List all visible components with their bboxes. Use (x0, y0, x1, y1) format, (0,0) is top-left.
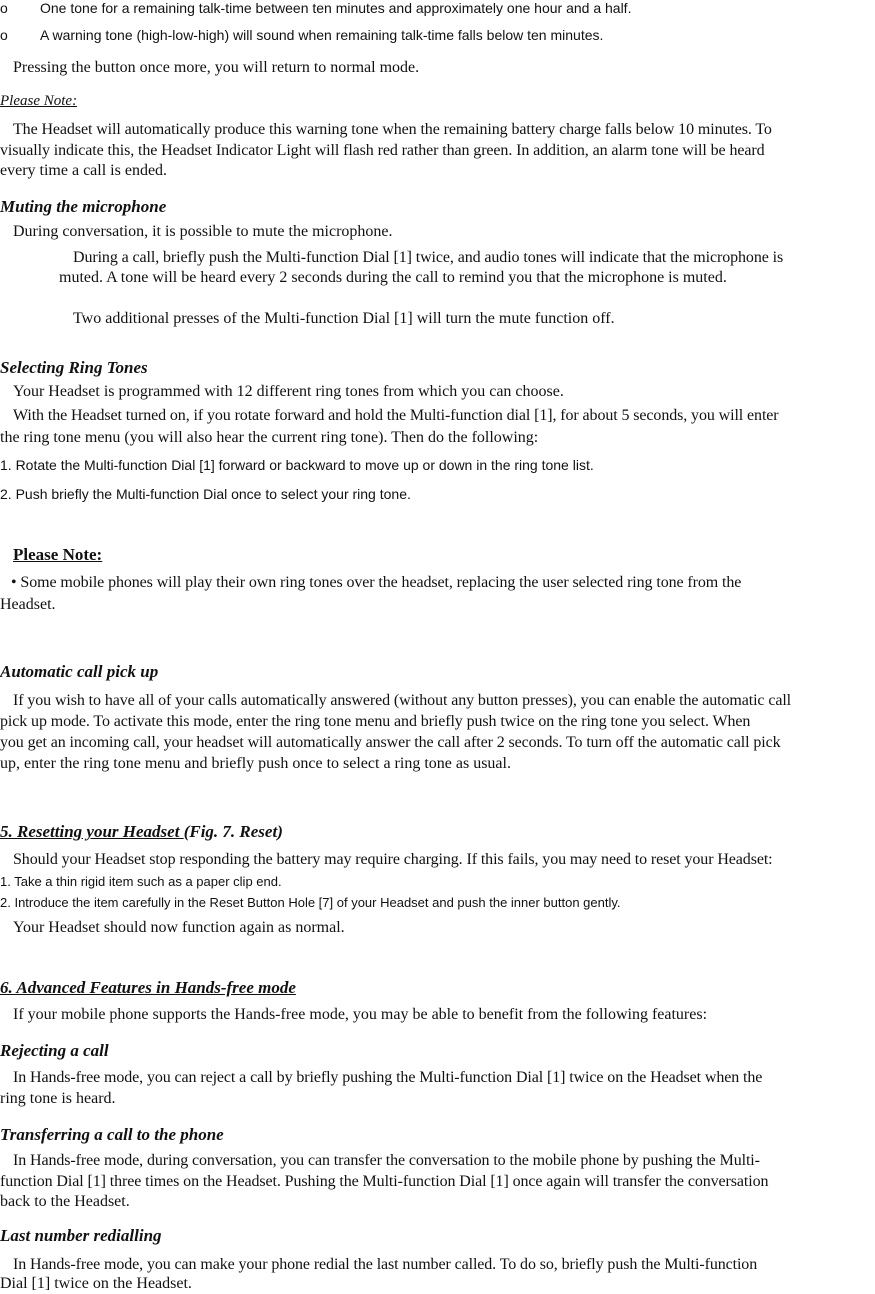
reset-step: 1. Take a thin rigid item such as a paper clip end. (0, 874, 282, 889)
muting-step-line: muted. A tone will be heard every 2 seconds during the call to remind you that the microphone is muted. (59, 269, 727, 286)
ring-note-line: • Some mobile phones will play their own ring tones over the headset, replacing the user selected ring tone from the (11, 574, 742, 591)
muting-intro: During conversation, it is possible to mute the microphone. (13, 223, 393, 240)
ring-step: 2. Push briefly the Multi-function Dial once to select your ring tone. (0, 486, 411, 502)
reset-outro: Your Headset should now function again as normal. (13, 919, 345, 936)
section-heading-reset (0, 821, 875, 842)
reset-intro: Should your Headset stop responding the battery may require charging. If this fails, you may need to reset your Headset: (13, 851, 773, 868)
transfer-line: function Dial [1] three times on the Headset. Pushing the Multi-function Dial [1] once again will transfer the conversation (0, 1173, 769, 1190)
ring-intro: Your Headset is programmed with 12 different ring tones from which you can choose. (13, 383, 564, 400)
subheading-reject: Rejecting a call (0, 1041, 109, 1060)
paragraph-return-normal: Pressing the button once more, you will return to normal mode. (13, 59, 420, 76)
please-note-heading: Please Note: (13, 545, 103, 564)
bullet-item (0, 0, 875, 18)
bullet-item (0, 27, 875, 45)
reset-heading-figure-ref: (Fig. 7. Reset) (183, 822, 283, 841)
ring-enter-line: With the Headset turned on, if you rotate forward and hold the Multi-function dial [1], for about 5 seconds, you will enter (13, 407, 779, 424)
bullet-marker: o (0, 27, 8, 43)
auto-pickup-line: pick up mode. To activate this mode, enter the ring tone menu and briefly push twice on the ring tone you select. When (0, 713, 751, 730)
reject-line: In Hands-free mode, you can reject a call by briefly pushing the Multi-function Dial [1] twice on the Headset when the (13, 1069, 763, 1086)
warning-line: The Headset will automatically produce this warning tone when the remaining battery charge falls below 10 minutes. To (13, 121, 772, 138)
redial-line: Dial [1] twice on the Headset. (0, 1275, 192, 1292)
redial-line: In Hands-free mode, you can make your phone redial the last number called. To do so, briefly push the Multi-function (13, 1256, 758, 1273)
transfer-line: back to the Headset. (0, 1193, 130, 1210)
warning-line: every time a call is ended. (0, 162, 168, 179)
auto-pickup-line: up, enter the ring tone menu and briefly push once to select a ring tone as usual. (0, 755, 511, 772)
advanced-intro: If your mobile phone supports the Hands-free mode, you may be able to benefit from the following features: (13, 1006, 708, 1023)
ring-step: 1. Rotate the Multi-function Dial [1] forward or backward to move up or down in the ring tone list. (0, 457, 594, 473)
reject-line: ring tone is heard. (0, 1090, 116, 1107)
muting-step-off: Two additional presses of the Multi-function Dial [1] will turn the mute function off. (73, 310, 615, 327)
bullet-text: A warning tone (high-low-high) will sound when remaining talk-time falls below ten minutes. (40, 27, 604, 43)
section-heading-auto-pickup: Automatic call pick up (0, 662, 159, 681)
bullet-marker: o (0, 0, 8, 16)
ring-note-line: Headset. (0, 596, 56, 613)
transfer-line: In Hands-free mode, during conversation, you can transfer the conversation to the mobile phone by pushing the Multi- (13, 1152, 760, 1169)
auto-pickup-line: If you wish to have all of your calls automatically answered (without any button presses), you can enable the automatic call (13, 692, 792, 709)
muting-step-line: During a call, briefly push the Multi-function Dial [1] twice, and audio tones will indicate that the microphone is (73, 249, 784, 266)
ring-enter-line: the ring tone menu (you will also hear the current ring tone). Then do the following: (0, 429, 539, 446)
reset-heading-underlined: 5. Resetting your Headset (0, 822, 184, 841)
subheading-redial: Last number redialling (0, 1226, 162, 1245)
subheading-transfer: Transferring a call to the phone (0, 1125, 224, 1144)
reset-step: 2. Introduce the item carefully in the Reset Button Hole [7] of your Headset and push the inner button gently. (0, 895, 621, 910)
auto-pickup-line: you get an incoming call, your headset will automatically answer the call after 2 seconds. To turn off the automatic call pick (0, 734, 781, 751)
bullet-text: One tone for a remaining talk-time between ten minutes and approximately one hour and a half. (40, 0, 632, 16)
section-heading-ring-tones: Selecting Ring Tones (0, 358, 148, 377)
warning-line: visually indicate this, the Headset Indicator Light will flash red rather than green. In addition, an alarm tone will be heard (0, 142, 765, 159)
section-heading-advanced: 6. Advanced Features in Hands-free mode (0, 978, 296, 997)
please-note-label: Please Note: (0, 93, 78, 109)
section-heading-muting: Muting the microphone (0, 197, 167, 216)
